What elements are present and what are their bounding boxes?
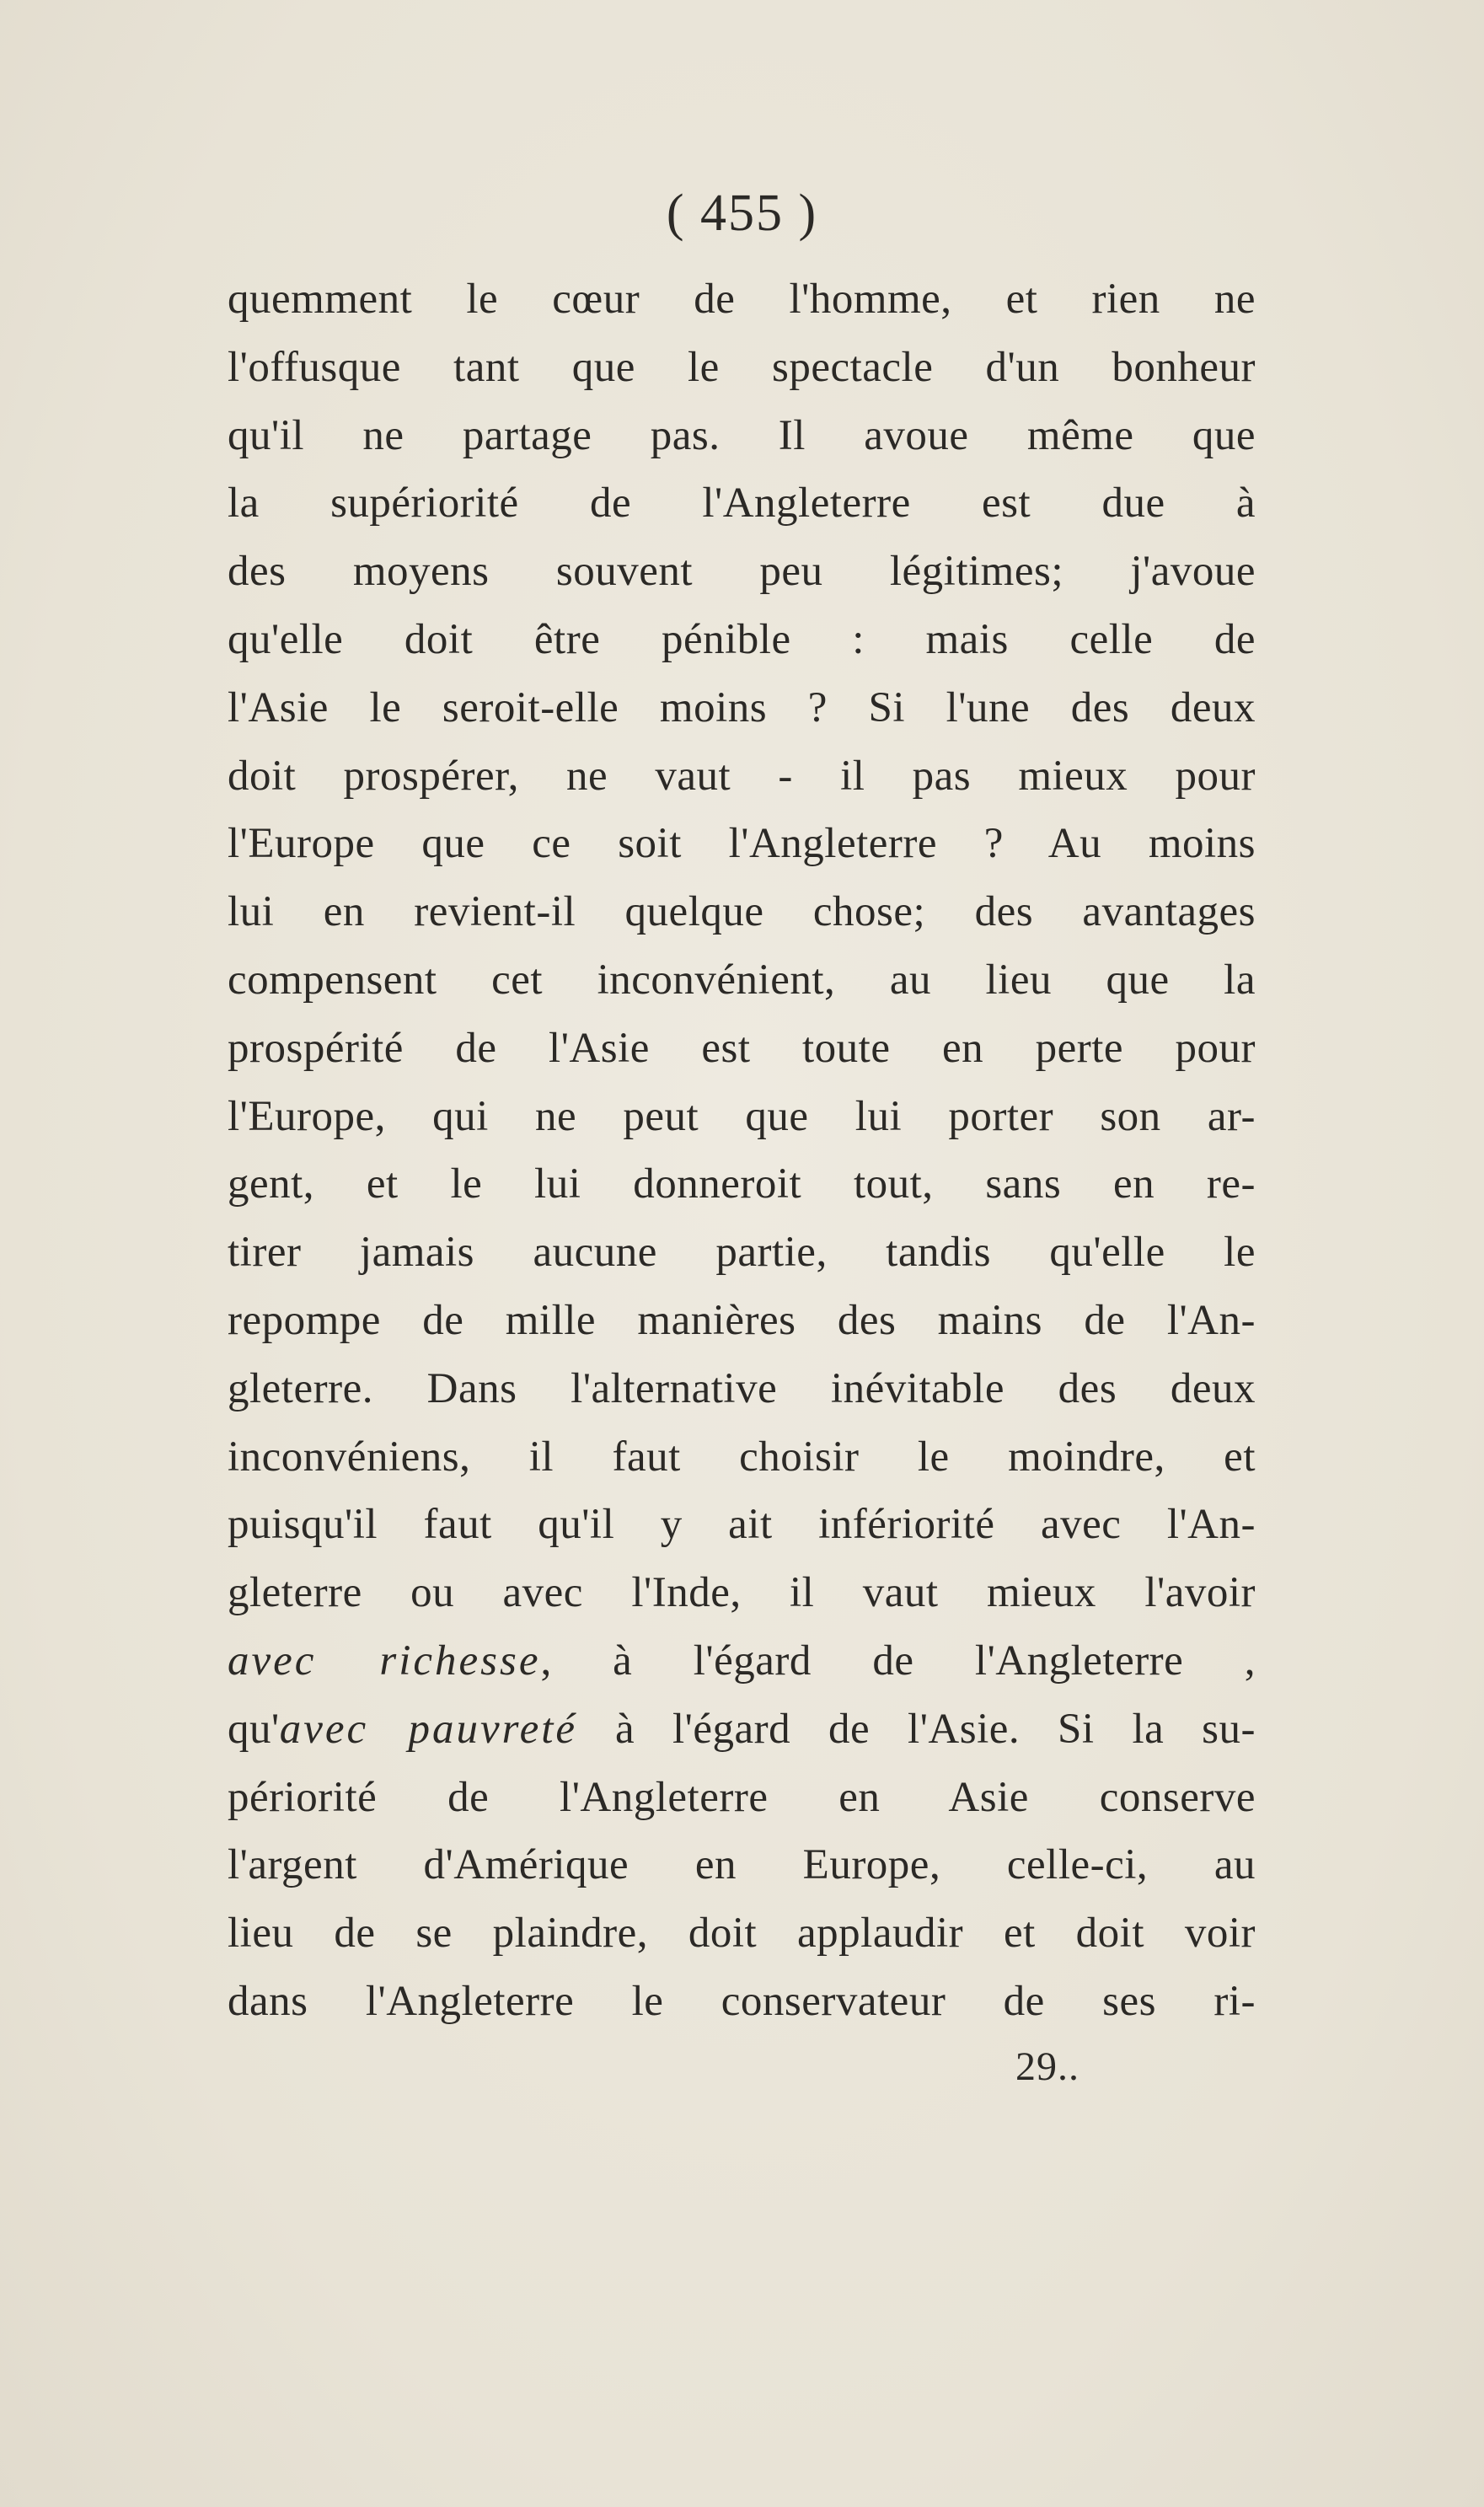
text-line: l'Europe que ce soit l'Angleterre ? Au moins — [228, 820, 1256, 868]
text-line: gleterre. Dans l'alternative inévitable des deux — [228, 1364, 1256, 1412]
text-line: lui en revient-il quelque chose; des avantages — [228, 888, 1256, 936]
text-line: compensent cet inconvénient, au lieu que la — [228, 956, 1256, 1004]
body-text — [228, 265, 1256, 2036]
text-line: qu'il ne partage pas. Il avoue même que — [228, 411, 1256, 459]
italic-phrase: avec richesse — [228, 1637, 541, 1685]
text-line: inconvéniens, il faut choisir le moindre, et — [228, 1433, 1256, 1481]
text-line: puisqu'il faut qu'il y ait infériorité avec l'An- — [228, 1501, 1256, 1549]
text-line-italic-phrase — [228, 1627, 1256, 1695]
signature-mark: 29.. — [1015, 2044, 1080, 2089]
text-line: périorité de l'Angleterre en Asie conserve — [228, 1773, 1256, 1821]
text-line: doit prospérer, ne vaut - il pas mieux pour — [228, 752, 1256, 800]
text-line: qu'elle doit être pénible : mais celle de — [228, 615, 1256, 663]
text-line: des moyens souvent peu légitimes; j'avoue — [228, 548, 1256, 596]
text-line: l'offusque tant que le spectacle d'un bonheur — [228, 343, 1256, 391]
text-line: la supériorité de l'Angleterre est due à — [228, 479, 1256, 528]
text-line: l'argent d'Amérique en Europe, celle-ci, au — [228, 1841, 1256, 1889]
text-line: prospérité de l'Asie est toute en perte pour — [228, 1024, 1256, 1072]
text-line: gent, et le lui donneroit tout, sans en re- — [228, 1160, 1256, 1208]
line-remainder: , à l'égard de l'Angleterre , — [540, 1637, 1256, 1685]
line-remainder: à l'égard de l'Asie. Si la su- — [577, 1705, 1256, 1753]
text-line: lieu de se plaindre, doit applaudir et doit voir — [228, 1910, 1256, 1958]
text-line: dans l'Angleterre le conservateur de ses ri- — [228, 1977, 1256, 2025]
line-prefix: qu' — [228, 1705, 280, 1753]
text-line: gleterre ou avec l'Inde, il vaut mieux l'avoir — [228, 1569, 1256, 1617]
text-line: quemment le cœur de l'homme, et rien ne — [228, 276, 1256, 323]
text-line: l'Asie le seroit-elle moins ? Si l'une des deux — [228, 683, 1256, 731]
italic-phrase: avec pauvreté — [279, 1705, 578, 1753]
text-line: l'Europe, qui ne peut que lui porter son ar- — [228, 1092, 1256, 1140]
text-line: tirer jamais aucune partie, tandis qu'elle le — [228, 1229, 1256, 1277]
page-number: ( 455 ) — [666, 185, 818, 242]
text-line: repompe de mille manières des mains de l'An- — [228, 1296, 1256, 1344]
text-line-italic-phrase — [228, 1695, 1256, 1764]
